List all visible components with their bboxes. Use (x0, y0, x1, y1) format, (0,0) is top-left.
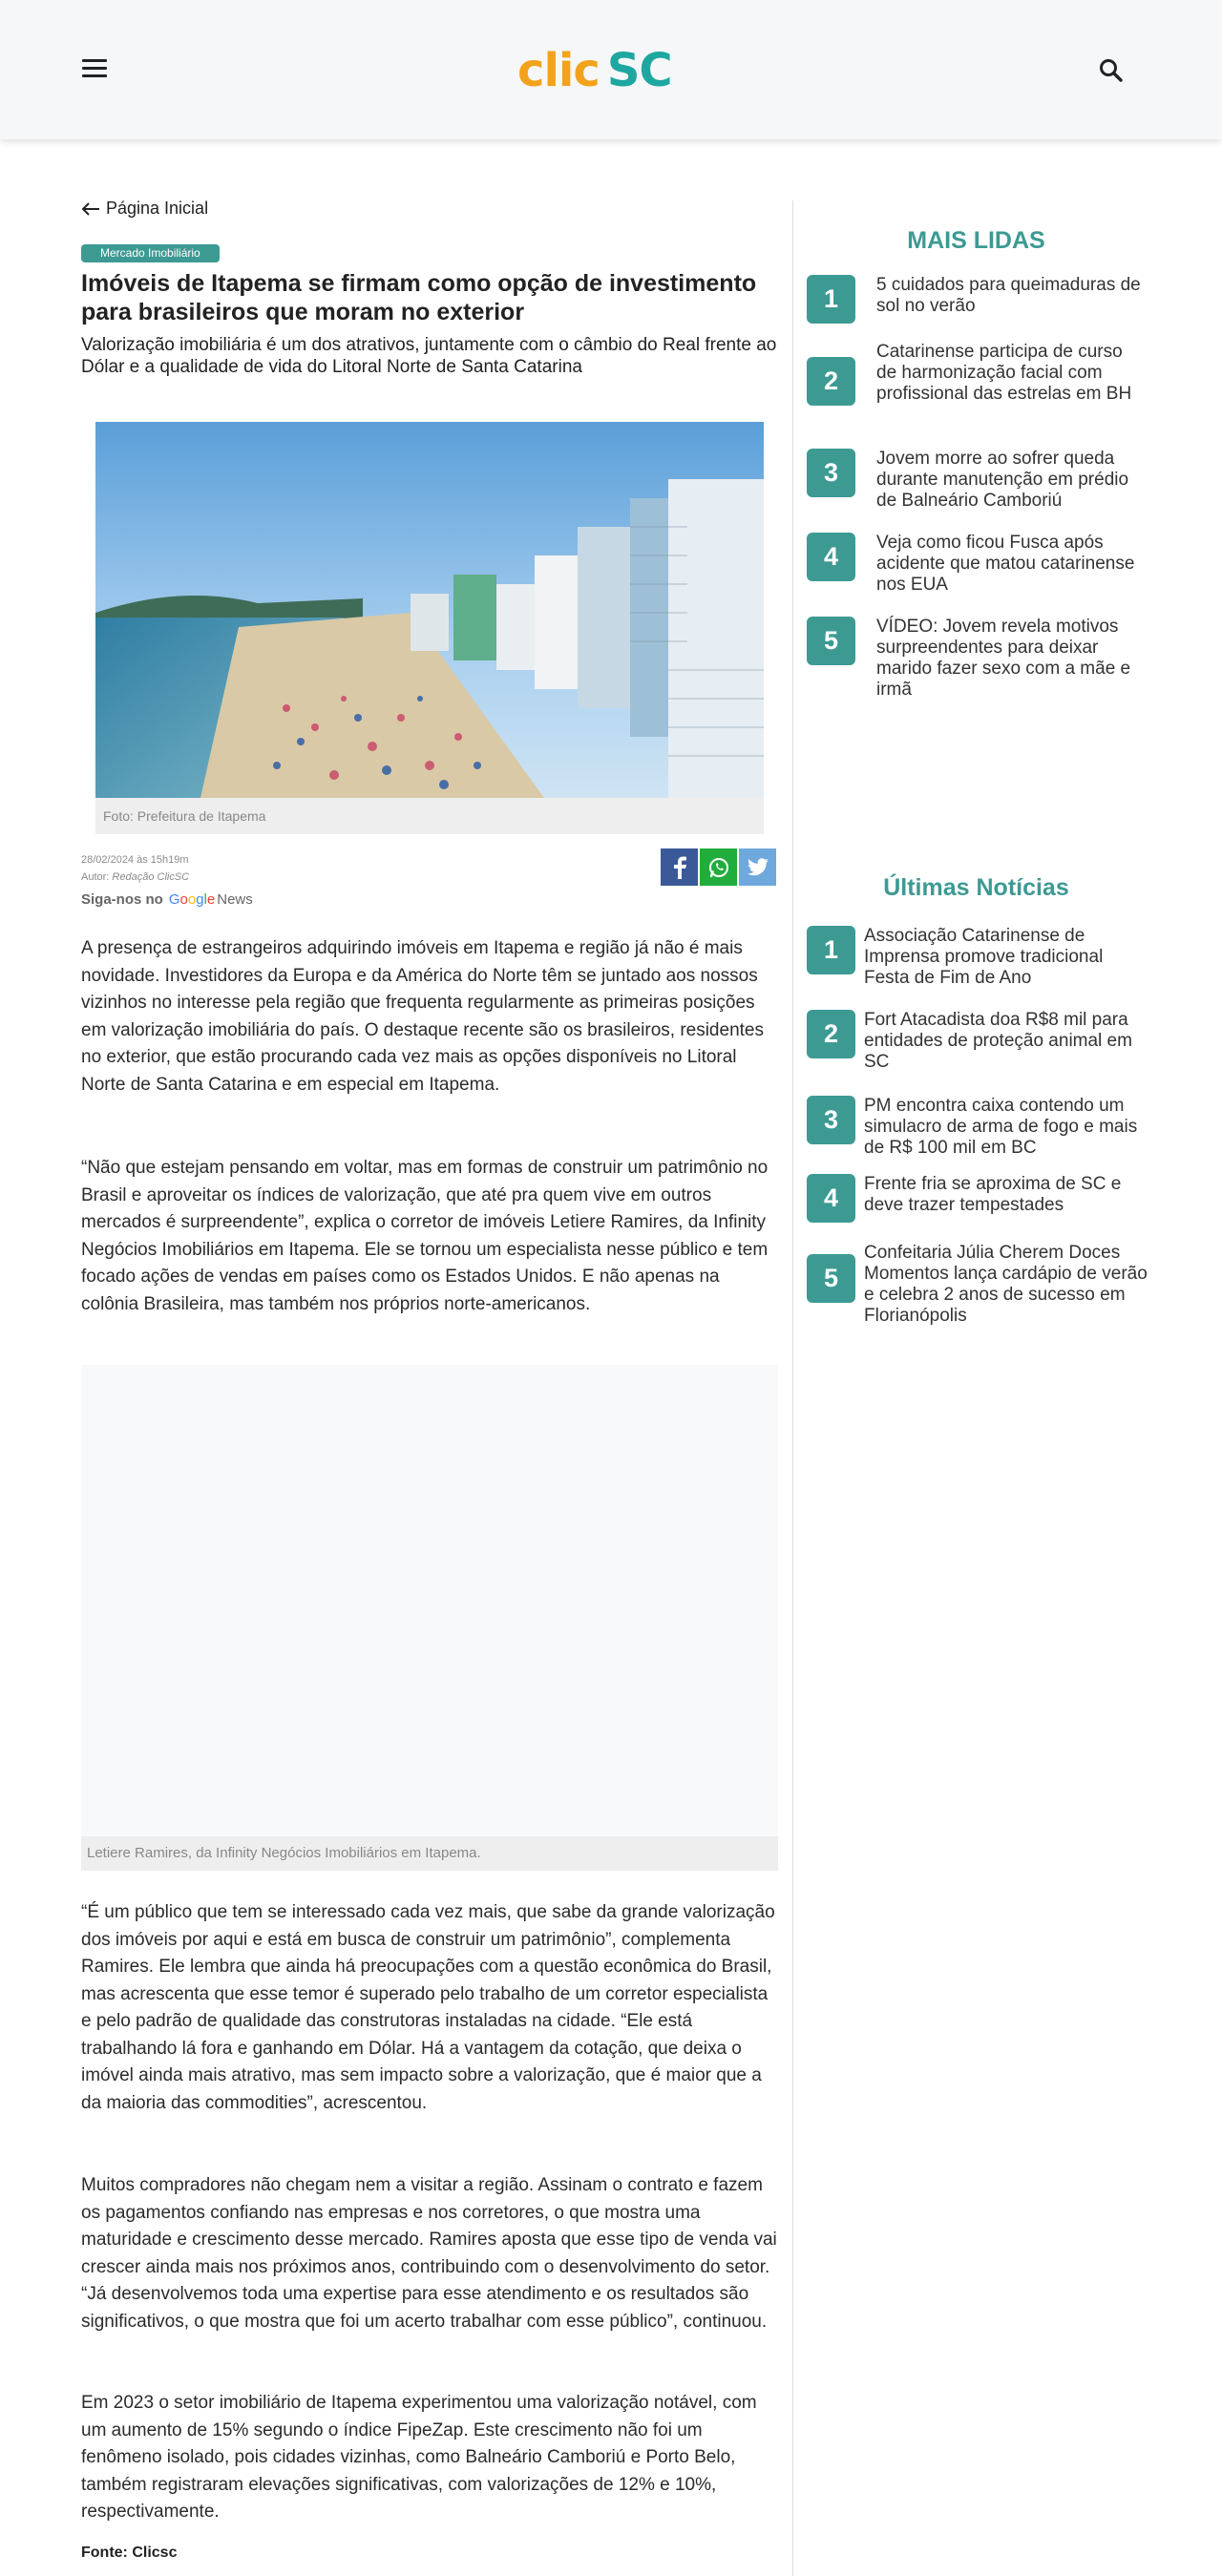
latest-news-item[interactable] (807, 1243, 1150, 1327)
most-read-item[interactable] (807, 533, 1144, 596)
logo-text-clic: clic (517, 44, 600, 97)
top-header (0, 0, 1222, 139)
latest-news-item[interactable] (807, 926, 1150, 989)
google-news-label: News (217, 891, 253, 908)
most-read-item[interactable] (807, 342, 1144, 406)
article-photo (95, 422, 764, 798)
logo-text-sc: SC (606, 44, 672, 97)
latest-news-title: Fort Atacadista doa R$8 mil para entidades de proteção animal em SC (864, 1010, 1132, 1072)
publish-date: 28/02/2024 às 15h19m (81, 854, 189, 866)
rank-number: 5 (807, 1254, 855, 1303)
rank-number: 5 (807, 617, 855, 665)
facebook-icon (673, 856, 686, 879)
site-logo[interactable] (517, 44, 672, 97)
search-icon[interactable] (1098, 57, 1125, 84)
latest-news-item[interactable] (807, 1096, 1150, 1159)
column-divider (792, 200, 793, 2576)
google-news-logo: Google News (168, 891, 253, 908)
article-paragraph: Muitos compradores não chegam nem a visitar a região. Assinam o contrato e fazem os pagamentos confiando nas empresas e nos corretores, o que mostra uma maturidade e crescimento desse mercado. Ramires aposta que esse tipo de venda vai crescer ainda mais nos próximos anos, contribuindo com o desenvolvimento do setor. “Já desenvolvemos toda uma expertise para esse atendimento e os resultados são significativos, o que mostra que foi um acerto trabalhar com esse público”, continuou. (81, 2175, 777, 2332)
photo-caption: Foto: Prefeitura de Itapema (95, 798, 764, 834)
most-read-heading: MAIS LIDAS (907, 227, 1045, 254)
most-read-title: Catarinense participa de curso de harmonização facial com profissional das estrelas em BH (876, 342, 1132, 404)
most-read-title: Jovem morre ao sofrer queda durante manutenção em prédio de Balneário Camboriú (876, 449, 1129, 511)
most-read-item[interactable] (807, 275, 1144, 324)
author-name: Redação ClicSC (112, 871, 190, 883)
author-line (81, 869, 189, 886)
rank-number: 2 (807, 1010, 855, 1058)
latest-news-title: Confeitaria Júlia Cherem Doces Momentos lança cardápio de verão e celebra 2 anos de sucesso em Florianópolis (864, 1243, 1148, 1326)
article-subtitle: Valorização imobiliária é um dos atrativos, juntamente com o câmbio do Real frente ao Dólar e a qualidade de vida do Litoral Norte de Santa Catarina (81, 335, 777, 377)
latest-news-item[interactable] (807, 1174, 1150, 1223)
follow-label: Siga-nos no (81, 891, 163, 908)
whatsapp-icon (707, 856, 730, 879)
twitter-icon (747, 858, 769, 877)
back-home-label: Página Inicial (106, 199, 209, 218)
rank-number: 1 (807, 275, 855, 324)
rank-number: 4 (807, 533, 855, 581)
most-read-title: VÍDEO: Jovem revela motivos surpreendentes para deixar marido fazer sexo com a mãe e irmã (876, 617, 1131, 700)
latest-news-title: Frente fria se aproxima de SC e deve trazer tempestades (864, 1174, 1122, 1215)
most-read-title: Veja como ficou Fusca após acidente que matou catarinense nos EUA (876, 533, 1135, 595)
arrow-left-icon (81, 201, 100, 217)
most-read-item[interactable] (807, 617, 1144, 701)
article-paragraph: “Não que estejam pensando em voltar, mas em formas de construir um patrimônio no Brasil e aproveitar os índices de valorização, que até pra quem vive em outros mercados é surpreendente”, explica o corretor de imóveis Letiere Ramires, da Infinity Negócios Imobiliários em Itapema. Ele se tornou um especialista nesse público e tem focado ações de vendas em países como os Estados Unidos. E não apenas na colônia Brasileira, mas também nos próprios norte-americanos. (81, 1158, 769, 1314)
article-paragraph: Em 2023 o setor imobiliário de Itapema experimentou uma valorização notável, com um aumento de 15% segundo o índice FipeZap. Este crescimento não foi um fenômeno isolado, pois cidades vizinhas, como Balneário Camboriú e Porto Belo, também registraram elevações significativas, com valorizações de 12% e 10%, respectivamente. (81, 2393, 757, 2522)
rank-number: 2 (807, 357, 855, 406)
rank-number: 1 (807, 926, 855, 974)
article-source: Fonte: Clicsc (81, 2545, 178, 2561)
article-paragraph: A presença de estrangeiros adquirindo imóveis em Itapema e região já não é mais novidade. Investidores da Europa e da América do Norte têm se juntado aos nossos vizinhos no interesse pela região que frequenta regularmente as primeiras posições em valorização imobiliária do país. O destaque recente são os brasileiros, residentes no exterior, que estão procurando cada vez mais as opções disponíveis no Litoral Norte de Santa Catarina e em especial em Itapema. (81, 938, 764, 1095)
latest-news-item[interactable] (807, 1010, 1150, 1073)
embedded-video-player[interactable] (81, 1365, 778, 1836)
article-title: Imóveis de Itapema se firmam como opção de investimento para brasileiros que moram no exterior (81, 270, 757, 325)
author-prefix: Autor: (81, 871, 110, 883)
most-read-item[interactable] (807, 449, 1144, 512)
twitter-share-button[interactable] (739, 848, 776, 886)
google-news-follow[interactable] (81, 891, 253, 908)
share-buttons (661, 848, 776, 886)
facebook-share-button[interactable] (661, 848, 698, 886)
latest-news-title: PM encontra caixa contendo um simulacro de arma de fogo e mais de R$ 100 mil em BC (864, 1096, 1138, 1158)
article-meta (81, 851, 189, 886)
hamburger-menu-icon[interactable] (82, 59, 107, 80)
most-read-title: 5 cuidados para queimaduras de sol no verão (876, 275, 1141, 316)
video-caption: Letiere Ramires, da Infinity Negócios Imobiliários em Itapema. (81, 1836, 778, 1871)
latest-news-title: Associação Catarinense de Imprensa promove tradicional Festa de Fim de Ano (864, 926, 1104, 988)
rank-number: 4 (807, 1174, 855, 1223)
back-home-link[interactable] (81, 199, 208, 219)
rank-number: 3 (807, 449, 855, 497)
latest-news-heading: Últimas Notícias (883, 874, 1069, 901)
whatsapp-share-button[interactable] (700, 848, 737, 886)
category-badge[interactable]: Mercado Imobiliário (81, 244, 220, 262)
article-paragraph: “É um público que tem se interessado cada vez mais, que sabe da grande valorização dos imóveis por aqui e está em busca de construir um patrimônio”, complementa Ramires. Ele lembra que ainda há preocupações com a questão econômica do Brasil, mas acrescenta que esse temor é superado pelo trabalho de um corretor especialista e pelo padrão de qualidade das construtoras instaladas na cidade. “Ele está trabalhando lá fora e ganhando em Dólar. Há a vantagem da cotação, que deixa o imóvel ainda mais atrativo, mas sem impacto sobre a valorização, que é maior que a da maioria das commodities”, acrescentou. (81, 1902, 775, 2113)
rank-number: 3 (807, 1096, 855, 1144)
